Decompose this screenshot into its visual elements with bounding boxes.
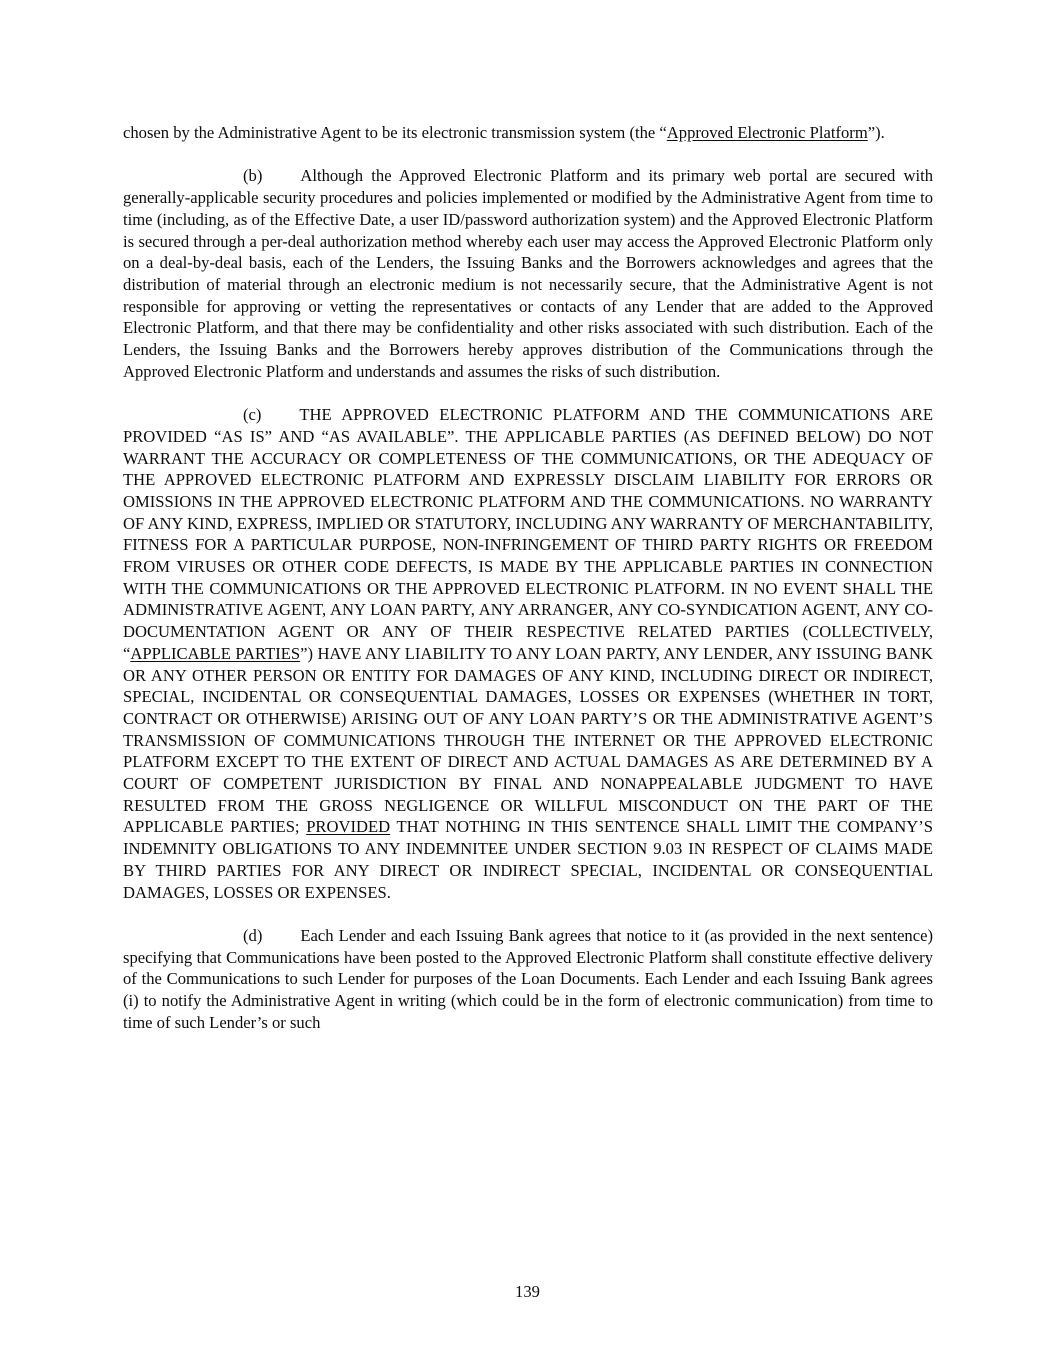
- paragraph-c: [123, 404, 933, 903]
- paragraph-intro-continuation: [123, 122, 933, 144]
- paragraph-d: [123, 925, 933, 1034]
- text-segment: THAT NOTHING IN THIS SENTENCE SHALL LIMIT THE COMPANY’S INDEMNITY OBLIGATIONS TO ANY INDEMNITEE UNDER SECTION 9.03 IN RESPECT OF CLAIMS MADE BY THIRD PARTIES FOR ANY DIRECT OR INDIRECT SPECIAL, INCIDENTAL OR CONSEQUENTIAL DAMAGES, LOSSES OR EXPENSES.: [123, 817, 933, 902]
- underlined-term: PROVIDED: [306, 817, 391, 837]
- text-segment: (c): [243, 405, 262, 425]
- text-segment: chosen by the Administrative Agent to be its electronic transmission system (the “: [123, 123, 667, 142]
- document-body: [123, 122, 933, 1033]
- text-segment: Although the Approved Electronic Platform and its primary web portal are secured with generally-applicable security procedures and policies implemented or modified by the Administrative Agent from time to time (including, as of the Effective Date, a user ID/password authorization system) and the Approved Electronic Platform is secured through a per-deal authorization method whereby each user may access the Approved Electronic Platform only on a deal-by-deal basis, each of the Lenders, the Issuing Banks and the Borrowers acknowledges and agrees that the distribution of material through an electronic medium is not necessarily secure, that the Administrative Agent is not responsible for approving or vetting the representatives or contacts of any Lender that are added to the Approved Electronic Platform, and that there may be confidentiality and other risks associated with such distribution. Each of the Lenders, the Issuing Banks and the Borrowers hereby approves distribution of the Communications through the Approved Electronic Platform and understands and assumes the risks of such distribution.: [123, 166, 933, 381]
- text-segment: (d): [243, 925, 263, 945]
- text-segment: THE APPROVED ELECTRONIC PLATFORM AND THE COMMUNICATIONS ARE PROVIDED “AS IS” AND “AS AVAILABLE”. THE APPLICABLE PARTIES (AS DEFINED BELOW) DO NOT WARRANT THE ACCURACY OR COMPLETENESS OF THE COMMUNICATIONS, OR THE ADEQUACY OF THE APPROVED ELECTRONIC PLATFORM AND EXPRESSLY DISCLAIM LIABILITY FOR ERRORS OR OMISSIONS IN THE APPROVED ELECTRONIC PLATFORM AND THE COMMUNICATIONS. NO WARRANTY OF ANY KIND, EXPRESS, IMPLIED OR STATUTORY, INCLUDING ANY WARRANTY OF MERCHANTABILITY, FITNESS FOR A PARTICULAR PURPOSE, NON-INFRINGEMENT OF THIRD PARTY RIGHTS OR FREEDOM FROM VIRUSES OR OTHER CODE DEFECTS, IS MADE BY THE APPLICABLE PARTIES IN CONNECTION WITH THE COMMUNICATIONS OR THE APPROVED ELECTRONIC PLATFORM. IN NO EVENT SHALL THE ADMINISTRATIVE AGENT, ANY LOAN PARTY, ANY ARRANGER, ANY CO-SYNDICATION AGENT, ANY CO-DOCUMENTATION AGENT OR ANY OF THEIR RESPECTIVE RELATED PARTIES (COLLECTIVELY, “: [123, 405, 933, 663]
- text-segment: (b): [243, 166, 263, 186]
- underlined-term: APPLICABLE PARTIES: [130, 643, 301, 663]
- text-segment: ”) HAVE ANY LIABILITY TO ANY LOAN PARTY, ANY LENDER, ANY ISSUING BANK OR ANY OTHER PERSON OR ENTITY FOR DAMAGES OF ANY KIND, INCLUDING DIRECT OR INDIRECT, SPECIAL, INCIDENTAL OR CONSEQUENTIAL DAMAGES, LOSSES OR EXPENSES (WHETHER IN TORT, CONTRACT OR OTHERWISE) ARISING OUT OF ANY LOAN PARTY’S OR THE ADMINISTRATIVE AGENT’S TRANSMISSION OF COMMUNICATIONS THROUGH THE INTERNET OR THE APPROVED ELECTRONIC PLATFORM EXCEPT TO THE EXTENT OF DIRECT AND ACTUAL DAMAGES AS ARE DETERMINED BY A COURT OF COMPETENT JURISDICTION BY FINAL AND NONAPPEALABLE JUDGMENT TO HAVE RESULTED FROM THE GROSS NEGLIGENCE OR WILLFUL MISCONDUCT ON THE PART OF THE APPLICABLE PARTIES;: [123, 643, 933, 837]
- text-segment: Each Lender and each Issuing Bank agrees that notice to it (as provided in the next sentence) specifying that Communications have been posted to the Approved Electronic Platform shall constitute effective delivery of the Communications to such Lender for purposes of the Loan Documents. Each Lender and each Issuing Bank agrees (i) to notify the Administrative Agent in writing (which could be in the form of electronic communication) from time to time of such Lender’s or such: [123, 925, 933, 1032]
- paragraph-b: [123, 165, 933, 382]
- underlined-term: Approved Electronic Platform: [666, 123, 868, 142]
- text-segment: ”).: [867, 123, 885, 142]
- page-number: 139: [515, 1282, 540, 1301]
